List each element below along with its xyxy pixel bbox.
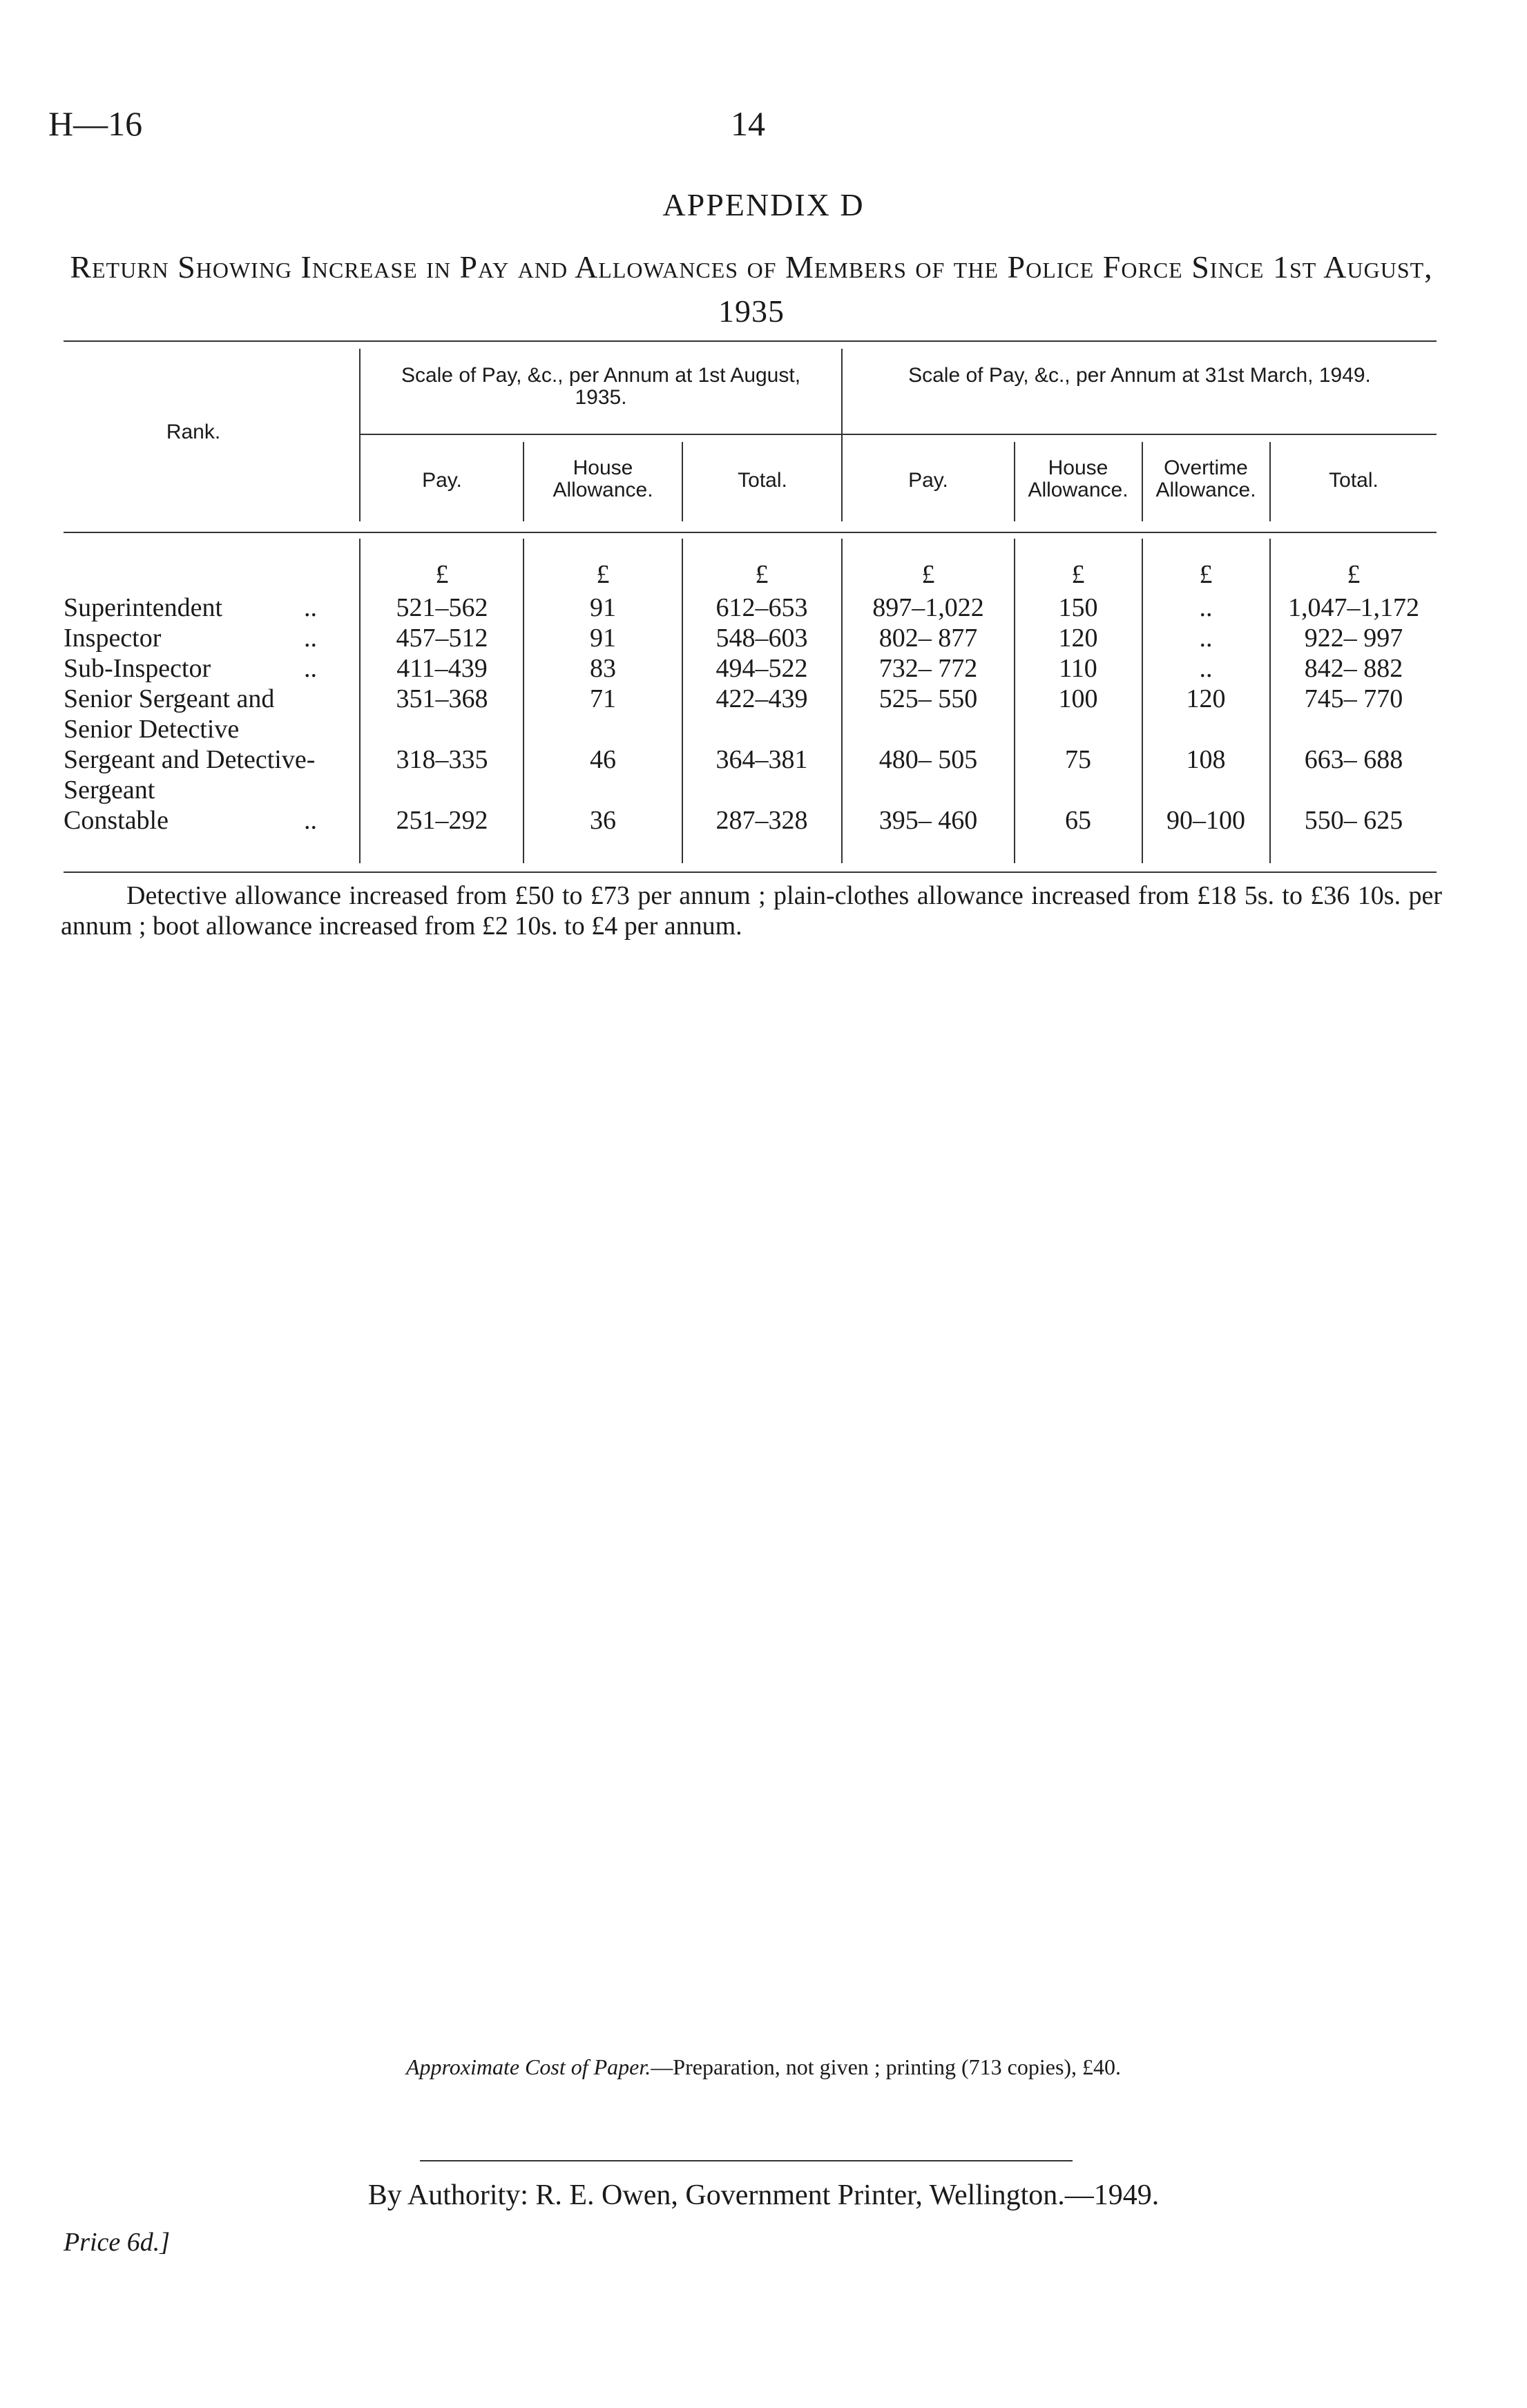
house-1949: 150	[1058, 593, 1098, 622]
currency-symbol: £	[435, 560, 449, 589]
col-divider	[1142, 442, 1143, 521]
leader-dots: ..	[304, 654, 317, 683]
total-1935: 287–328	[716, 806, 808, 835]
document-code: H—16	[48, 104, 143, 143]
header-total-1935: Total.	[738, 469, 787, 492]
pay-1949: 732– 772	[878, 654, 978, 683]
header-group-1935: Scale of Pay, &c., per Annum at 1st August, 1935.	[401, 364, 801, 409]
house-1935: 83	[590, 654, 616, 683]
total-1935: 548–603	[716, 624, 808, 653]
total-1949: 745– 770	[1304, 684, 1403, 713]
leader-dots: ..	[304, 806, 317, 835]
header-bottom-rule	[64, 532, 1437, 533]
currency-symbol: £	[596, 560, 610, 589]
pay-1949: 525– 550	[878, 684, 978, 713]
header-group-1949: Scale of Pay, &c., per Annum at 31st March, 1949.	[908, 364, 1371, 387]
pay-1935: 457–512	[396, 624, 488, 653]
total-1949: 922– 997	[1304, 624, 1403, 653]
pay-1949: 802– 877	[878, 624, 978, 653]
pay-1935: 411–439	[396, 654, 488, 683]
house-1949: 100	[1058, 684, 1098, 713]
total-1935: 364–381	[716, 745, 808, 774]
table-bottom-rule	[64, 871, 1437, 873]
rank-label: Sergeant and Detective-Sergeant	[64, 745, 316, 805]
header-house-1935: House Allowance.	[553, 456, 653, 501]
total-1935: 612–653	[716, 593, 808, 622]
house-1949: 65	[1065, 806, 1091, 835]
col-divider	[1269, 539, 1271, 863]
house-1935: 91	[590, 624, 616, 653]
col-divider	[841, 349, 843, 521]
cost-label: Approximate Cost of Paper.	[405, 2054, 651, 2079]
pay-1949: 480– 505	[878, 745, 978, 774]
rank-header: Rank.	[166, 421, 221, 443]
pay-1935: 251–292	[396, 806, 488, 835]
page-title: Return Showing Increase in Pay and Allowances of Members of the Police Force Since 1st August, 1935	[70, 249, 1433, 329]
house-1935: 71	[590, 684, 616, 713]
col-divider	[1142, 539, 1143, 863]
rank-label: Superintendent	[64, 593, 223, 622]
total-1949: 842– 882	[1304, 654, 1403, 683]
overtime-1949: ..	[1199, 593, 1213, 622]
currency-symbol: £	[755, 560, 769, 589]
header-total-1949: Total.	[1329, 469, 1379, 492]
col-divider	[359, 539, 361, 863]
house-1935: 36	[590, 806, 616, 835]
pay-1935: 351–368	[396, 684, 488, 713]
house-1935: 91	[590, 593, 616, 622]
leader-dots: ..	[304, 624, 317, 653]
col-divider	[359, 349, 361, 521]
overtime-1949: ..	[1199, 624, 1213, 653]
rank-label: Senior Sergeant and Senior Detective	[64, 684, 275, 744]
total-1949: 663– 688	[1304, 745, 1403, 774]
total-1949: 1,047–1,172	[1288, 593, 1419, 622]
rank-label: Constable	[64, 806, 169, 835]
cost-text: —Preparation, not given ; printing (713 copies), £40.	[651, 2054, 1122, 2079]
overtime-1949: ..	[1199, 654, 1213, 683]
overtime-1949: 120	[1186, 684, 1226, 713]
total-1949: 550– 625	[1304, 806, 1403, 835]
table-top-rule	[64, 340, 1437, 342]
rank-label: Sub-Inspector	[64, 654, 211, 683]
allowance-note: Detective allowance increased from £50 to £73 per annum ; plain-clothes allowance increased from £18 5s. to £36 10s. per annum ; boot allowance increased from £2 10s. to £4 per annum.	[61, 881, 1442, 941]
col-divider	[841, 539, 843, 863]
currency-symbol: £	[1071, 560, 1085, 589]
col-divider	[523, 442, 524, 521]
pay-1949: 395– 460	[878, 806, 978, 835]
currency-symbol: £	[921, 560, 935, 589]
house-1949: 120	[1058, 624, 1098, 653]
house-1949: 75	[1065, 745, 1091, 774]
col-divider	[682, 539, 683, 863]
header-house-1949: House Allowance.	[1028, 456, 1129, 501]
overtime-1949: 108	[1186, 745, 1226, 774]
cost-of-paper	[0, 2054, 1527, 2080]
pay-1949: 897–1,022	[872, 593, 984, 622]
header-pay-1935: Pay.	[422, 469, 462, 492]
appendix-heading: APPENDIX D	[662, 187, 865, 222]
pay-1935: 318–335	[396, 745, 488, 774]
footer-rule	[420, 2160, 1073, 2161]
rank-label: Inspector	[64, 624, 162, 653]
header-pay-1949: Pay.	[908, 469, 948, 492]
total-1935: 494–522	[716, 654, 808, 683]
price-label: Price 6d.]	[64, 2228, 171, 2257]
currency-symbol: £	[1347, 560, 1361, 589]
leader-dots: ..	[304, 593, 317, 622]
house-1949: 110	[1059, 654, 1097, 683]
col-divider	[523, 539, 524, 863]
col-divider	[682, 442, 683, 521]
col-divider	[1269, 442, 1271, 521]
group-header-rule	[359, 434, 1437, 435]
house-1935: 46	[590, 745, 616, 774]
pay-1935: 521–562	[396, 593, 488, 622]
overtime-1949: 90–100	[1166, 806, 1245, 835]
header-overtime-1949: Overtime Allowance.	[1155, 456, 1256, 501]
page-number: 14	[731, 104, 765, 143]
total-1935: 422–439	[716, 684, 808, 713]
authority-line: By Authority: R. E. Owen, Government Printer, Wellington.—1949.	[367, 2179, 1160, 2211]
currency-symbol: £	[1199, 560, 1213, 589]
